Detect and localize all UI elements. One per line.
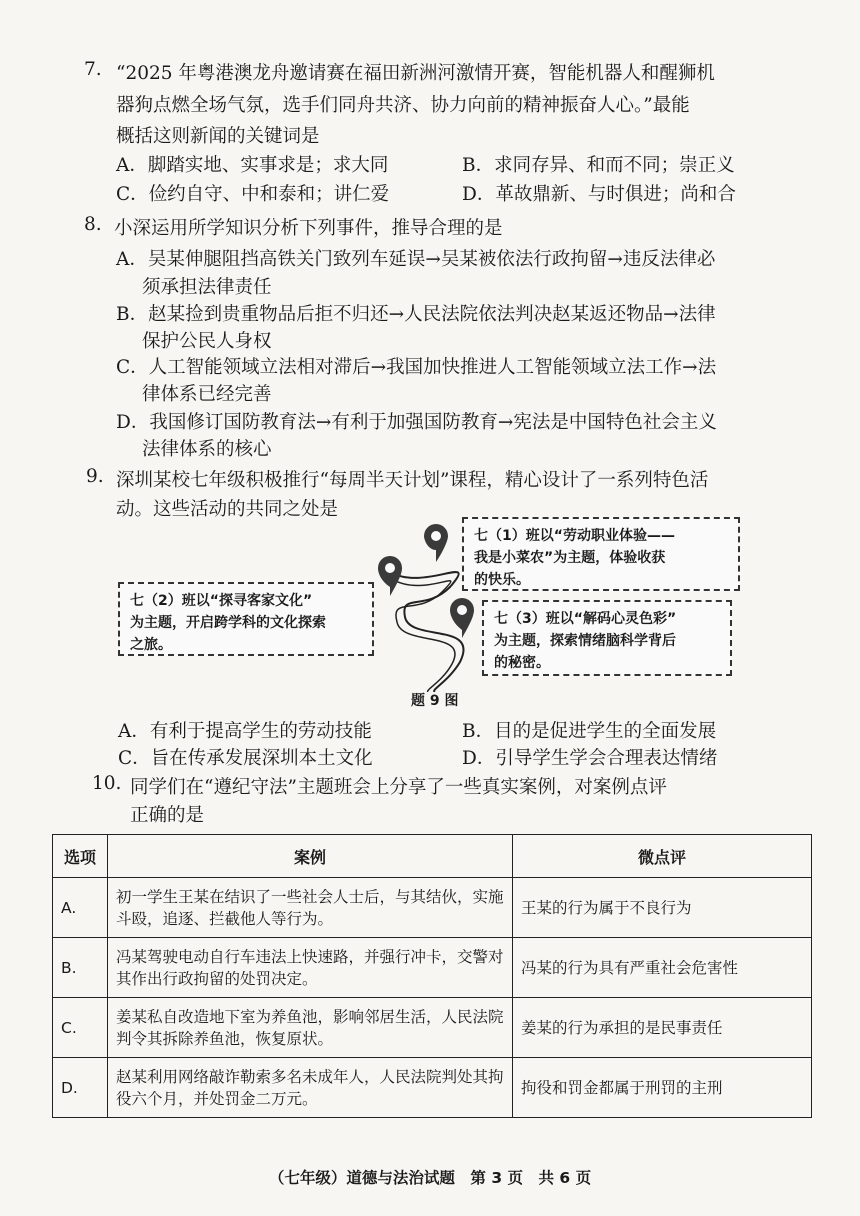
row-comment: 拘役和罚金都属于刑罚的主刑 (513, 1058, 812, 1118)
question-stem-line: “2025 年粤港澳龙舟邀请赛在福田新洲河激情开赛，智能机器人和醒狮机 (116, 63, 715, 84)
case-table (52, 834, 812, 1118)
winding-road (390, 572, 464, 692)
row-case: 初一学生王某在结识了一些社会人士后，与其结伙，实施斗殴，追逐、拦截他人等行为。 (108, 878, 513, 938)
row-option: A. (53, 878, 108, 938)
question-stem-line: 概括这则新闻的关键词是 (116, 126, 320, 147)
row-case: 冯某驾驶电动自行车违法上快速路，并强行冲卡，交警对其作出行政拘留的处罚决定。 (108, 938, 513, 998)
header-case: 案例 (108, 835, 513, 878)
row-option: C. (53, 998, 108, 1058)
figure-caption: 题 9 图 (411, 693, 459, 709)
row-option: B. (53, 938, 108, 998)
table-row (53, 878, 812, 938)
row-comment: 王某的行为属于不良行为 (513, 878, 812, 938)
option-d: D．革故鼎新、与时俱进；尚和合 (462, 184, 736, 205)
header-comment: 微点评 (513, 835, 812, 878)
location-pin-icon (450, 598, 474, 638)
option-b: B．求同存异、和而不同；崇正义 (462, 155, 735, 176)
class-2-note: 七（2）班以“探寻客家文化” 为主题，开启跨学科的文化探索 之旅。 (118, 582, 374, 656)
option-a: A．脚踏实地、实事求是；求大同 (116, 155, 389, 176)
question-stem-line: 同学们在“遵纪守法”主题班会上分享了一些真实案例，对案例点评 (130, 777, 667, 798)
location-pin-icon (378, 556, 402, 596)
option-b: B．目的是促进学生的全面发展 (462, 721, 717, 742)
row-case: 姜某私自改造地下室为养鱼池，影响邻居生活，人民法院判令其拆除养鱼池，恢复原状。 (108, 998, 513, 1058)
question-number: 7. (84, 59, 102, 80)
question-number: 10. (92, 773, 122, 794)
class-1-note: 七（1）班以“劳动职业体验—— 我是小菜农”为主题，体验收获 的快乐。 (462, 517, 740, 591)
table-row (53, 998, 812, 1058)
option-b: B．赵某捡到贵重物品后拒不归还→人民法院依法判决赵某返还物品→法律 (116, 304, 716, 325)
question-stem-line: 深圳某校七年级积极推行“每周半天计划”课程，精心设计了一系列特色活 (116, 470, 709, 491)
class-3-note: 七（3）班以“解码心灵色彩” 为主题，探索情绪脑科学背后 的秘密。 (482, 600, 732, 676)
location-pin-icon (424, 524, 448, 562)
option-c: C．俭约自守、中和泰和；讲仁爱 (116, 184, 390, 205)
question-stem-line: 正确的是 (130, 805, 205, 826)
option-a: A．吴某伸腿阻挡高铁关门致列车延误→吴某被依法行政拘留→违反法律必 (116, 249, 716, 270)
row-comment: 冯某的行为具有严重社会危害性 (513, 938, 812, 998)
option-c-cont: 律体系已经完善 (142, 384, 272, 405)
row-option: D. (53, 1058, 108, 1118)
table-row (53, 1058, 812, 1118)
question-number: 8. (84, 214, 102, 235)
table-row (53, 938, 812, 998)
row-comment: 姜某的行为承担的是民事责任 (513, 998, 812, 1058)
header-option: 选项 (53, 835, 108, 878)
row-case: 赵某利用网络敲诈勒索多名未成年人，人民法院判处其拘役六个月，并处罚金二万元。 (108, 1058, 513, 1118)
question-stem: 小深运用所学知识分析下列事件，推导合理的是 (114, 218, 503, 239)
option-c: C．旨在传承发展深圳本土文化 (118, 748, 373, 769)
table-header-row (53, 835, 812, 878)
option-c: C．人工智能领域立法相对滞后→我国加快推进人工智能领域立法工作→法 (116, 357, 717, 378)
question-stem-line: 动。这些活动的共同之处是 (116, 499, 339, 520)
option-d-cont: 法律体系的核心 (142, 439, 272, 460)
option-d: D．引导学生学会合理表达情绪 (462, 748, 718, 769)
option-a: A．有利于提高学生的劳动技能 (118, 721, 372, 742)
question-stem-line: 器狗点燃全场气氛，选手们同舟共济、协力向前的精神振奋人心。”最能 (116, 95, 690, 116)
question-number: 9. (86, 466, 104, 487)
page-footer: （七年级）道德与法治试题 第 3 页 共 6 页 (268, 1169, 592, 1187)
option-d: D．我国修订国防教育法→有利于加强国防教育→宪法是中国特色社会主义 (116, 412, 717, 433)
option-a-cont: 须承担法律责任 (142, 277, 272, 298)
option-b-cont: 保护公民人身权 (142, 331, 272, 352)
